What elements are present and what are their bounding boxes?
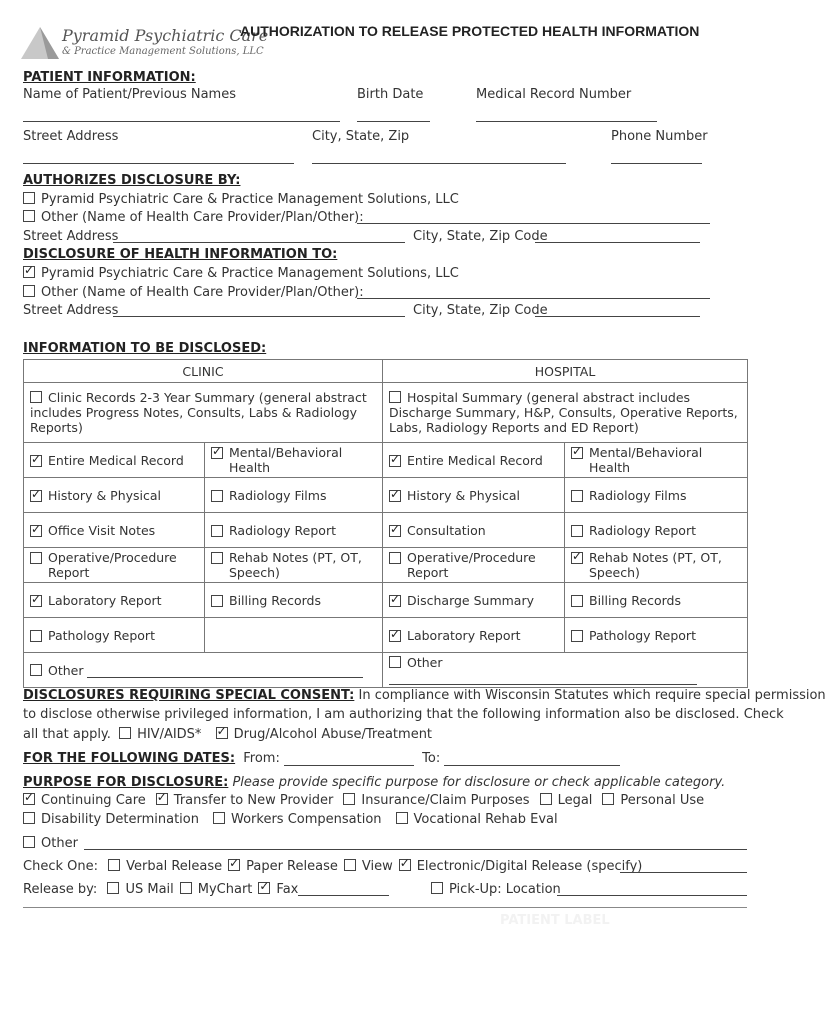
table-cell[interactable] — [383, 618, 565, 653]
checkbox[interactable] — [571, 525, 583, 537]
special-consent-options — [23, 727, 432, 742]
option-label: History & Physical — [48, 487, 162, 503]
special-consent-heading: DISCLOSURES REQUIRING SPECIAL CONSENT: — [23, 688, 355, 703]
check-one-row — [23, 859, 642, 874]
disclose-to-city-field[interactable] — [535, 316, 700, 317]
release-by-option[interactable] — [107, 882, 173, 897]
info-option[interactable] — [211, 550, 376, 580]
option-label: Workers Compensation — [230, 812, 382, 827]
option-label: Radiology Report — [229, 522, 336, 538]
table-row — [24, 443, 748, 478]
option-label: Other (Name of Health Care Provider/Plan/Other): — [41, 285, 364, 300]
table-row — [24, 548, 748, 583]
checkbox[interactable] — [23, 210, 35, 222]
option-label: Pyramid Psychiatric Care & Practice Management Solutions, LLC — [41, 192, 459, 207]
checkbox[interactable] — [30, 595, 42, 607]
table-cell[interactable] — [24, 548, 205, 583]
mrn-label: Medical Record Number — [476, 87, 632, 102]
purpose-row-2 — [23, 812, 558, 827]
check-one-option[interactable] — [399, 859, 643, 874]
option-label: Entire Medical Record — [407, 452, 543, 468]
checkbox[interactable] — [396, 812, 408, 824]
checkbox[interactable] — [602, 793, 614, 805]
checkbox[interactable] — [211, 490, 223, 502]
option-label: Pick-Up: Location — [449, 882, 561, 897]
clinic-header: CLINIC — [24, 360, 383, 383]
checkbox[interactable] — [344, 859, 356, 871]
table-cell[interactable] — [383, 548, 565, 583]
table-cell[interactable] — [383, 478, 565, 513]
hospital-other-cell[interactable] — [383, 653, 748, 688]
purpose-option[interactable] — [23, 812, 199, 827]
disclose-to-heading: DISCLOSURE OF HEALTH INFORMATION TO: — [23, 247, 338, 262]
table-header-row — [24, 360, 748, 383]
option-label: Rehab Notes (PT, OT, Speech) — [229, 550, 362, 580]
table-cell[interactable] — [383, 513, 565, 548]
checkbox[interactable] — [540, 793, 552, 805]
table-cell[interactable] — [24, 513, 205, 548]
option-label: Mental/Behavioral Health — [589, 445, 703, 475]
checkbox[interactable] — [389, 525, 401, 537]
fax-field[interactable] — [298, 895, 389, 896]
auth-by-city-field[interactable] — [535, 242, 700, 243]
checkbox[interactable] — [30, 391, 42, 403]
option-label: Continuing Care — [41, 793, 146, 808]
checkbox[interactable] — [211, 447, 223, 459]
table-row — [24, 618, 748, 653]
hospital-summary-label: Hospital Summary (general abstract includes Discharge Summary, H&P, Consults, Operative Reports, Labs, Radiology Reports and ED Report) — [389, 390, 738, 435]
logo-subtitle: & Practice Management Solutions, LLC — [62, 46, 264, 57]
clinic-summary-label: Clinic Records 2-3 Year Summary (general abstract includes Progress Notes, Consults, Labs & Radiology Reports) — [30, 390, 367, 435]
summary-row — [24, 383, 748, 443]
info-option[interactable] — [389, 593, 558, 608]
table-row — [24, 583, 748, 618]
info-option[interactable] — [211, 593, 376, 608]
drug-option[interactable] — [216, 727, 432, 742]
dates-heading: FOR THE FOLLOWING DATES: — [23, 751, 236, 766]
option-label: Verbal Release — [126, 859, 223, 874]
checkbox[interactable] — [389, 552, 401, 564]
info-option[interactable] — [30, 550, 198, 580]
release-by-option[interactable] — [180, 882, 253, 897]
info-option[interactable] — [571, 488, 741, 503]
info-option[interactable] — [30, 523, 198, 538]
info-option[interactable] — [389, 550, 558, 580]
table-cell[interactable] — [205, 548, 383, 583]
option-label: View — [361, 859, 393, 874]
checkbox[interactable] — [30, 552, 42, 564]
pickup-option[interactable] — [431, 882, 561, 897]
option-label: Pathology Report — [589, 627, 696, 643]
checkbox[interactable] — [23, 285, 35, 297]
street-field[interactable] — [23, 163, 294, 164]
option-label: Radiology Films — [229, 487, 327, 503]
disclose-to-option-pyramid[interactable] — [23, 266, 459, 281]
release-by-row — [23, 882, 298, 897]
checkbox[interactable] — [23, 266, 35, 278]
option-label: MyChart — [197, 882, 253, 897]
option-label: Billing Records — [229, 592, 321, 608]
checkbox[interactable] — [23, 192, 35, 204]
check-one-option[interactable] — [228, 859, 338, 874]
divider — [23, 907, 747, 908]
option-label: Personal Use — [620, 793, 705, 808]
checkbox[interactable] — [389, 656, 401, 668]
option-label: Vocational Rehab Eval — [413, 812, 558, 827]
checkbox[interactable] — [431, 882, 443, 894]
hospital-header: HOSPITAL — [383, 360, 748, 383]
purpose-option[interactable] — [396, 812, 558, 827]
checkbox[interactable] — [389, 595, 401, 607]
table-row — [24, 513, 748, 548]
disclose-to-option-other[interactable] — [23, 285, 364, 300]
option-label: Mental/Behavioral Health — [229, 445, 343, 475]
table-cell[interactable] — [565, 618, 748, 653]
release-by-label: Release by: — [23, 882, 98, 897]
patient-label-area: PATIENT LABEL — [500, 913, 610, 928]
option-label: Operative/Procedure Report — [407, 550, 536, 580]
option-label: Billing Records — [589, 592, 681, 608]
disclose-to-city-label: City, State, Zip Code — [413, 303, 548, 318]
option-label: Legal — [557, 793, 593, 808]
option-label: Laboratory Report — [407, 627, 521, 643]
option-label: Paper Release — [246, 859, 338, 874]
street-label: Street Address — [23, 129, 119, 144]
disclose-to-street-field[interactable] — [113, 316, 405, 317]
to-label: To: — [422, 751, 441, 766]
purpose-option[interactable] — [213, 812, 382, 827]
option-label: Laboratory Report — [48, 592, 162, 608]
checkbox[interactable] — [571, 490, 583, 502]
option-label: Transfer to New Provider — [173, 793, 334, 808]
checkbox[interactable] — [258, 882, 270, 894]
table-row — [24, 478, 748, 513]
checkbox[interactable] — [23, 793, 35, 805]
option-label: Pyramid Psychiatric Care & Practice Management Solutions, LLC — [41, 266, 459, 281]
checkbox[interactable] — [156, 793, 168, 805]
info-option[interactable] — [211, 523, 376, 538]
table-cell[interactable] — [205, 443, 383, 478]
other-label: Other — [407, 655, 443, 670]
info-option[interactable] — [571, 593, 741, 608]
checkbox[interactable] — [571, 447, 583, 459]
checkbox[interactable] — [571, 630, 583, 642]
purpose-row-1 — [23, 793, 704, 808]
purpose-other-field[interactable] — [84, 849, 747, 850]
checkbox[interactable] — [213, 812, 225, 824]
auth-by-heading: AUTHORIZES DISCLOSURE BY: — [23, 173, 241, 188]
table-cell — [205, 618, 383, 653]
clinic-other-cell[interactable] — [24, 653, 383, 688]
other-row — [24, 653, 748, 688]
checkbox[interactable] — [399, 859, 411, 871]
checkbox[interactable] — [571, 595, 583, 607]
option-label: Insurance/Claim Purposes — [361, 793, 530, 808]
info-table — [23, 359, 748, 688]
check-one-label: Check One: — [23, 859, 98, 874]
info-option[interactable] — [389, 453, 558, 468]
checkbox[interactable] — [389, 630, 401, 642]
purpose-option[interactable] — [540, 793, 593, 808]
special-consent-text2: to disclose otherwise privileged information, I am authorizing that the following information also be disclosed. Check — [23, 707, 784, 722]
table-cell[interactable] — [205, 583, 383, 618]
checkbox[interactable] — [389, 391, 401, 403]
dates-row — [23, 751, 620, 766]
patient-name-field[interactable] — [23, 121, 340, 122]
option-label: Radiology Report — [589, 522, 696, 538]
option-label: Other — [41, 836, 78, 851]
info-option[interactable] — [30, 488, 198, 503]
checkbox[interactable] — [211, 595, 223, 607]
info-option[interactable] — [389, 523, 558, 538]
special-consent — [23, 688, 826, 703]
info-option[interactable] — [389, 488, 558, 503]
disclose-to-street-label: Street Address — [23, 303, 119, 318]
phone-label: Phone Number — [611, 129, 708, 144]
table-cell[interactable] — [565, 443, 748, 478]
info-option[interactable] — [571, 523, 741, 538]
table-cell[interactable] — [565, 513, 748, 548]
checkbox[interactable] — [216, 727, 228, 739]
purpose-option[interactable] — [156, 793, 334, 808]
disclose-to-other-field[interactable] — [357, 298, 710, 299]
city-field[interactable] — [312, 163, 566, 164]
checkbox[interactable] — [30, 630, 42, 642]
checkbox[interactable] — [228, 859, 240, 871]
checkbox[interactable] — [389, 490, 401, 502]
from-label: From: — [243, 751, 280, 766]
option-label: HIV/AIDS* — [137, 727, 202, 742]
info-option[interactable] — [211, 445, 376, 475]
birth-date-field[interactable] — [357, 121, 430, 122]
electronic-specify-field[interactable] — [620, 872, 747, 873]
birth-date-label: Birth Date — [357, 87, 424, 102]
info-option[interactable] — [30, 593, 198, 608]
checkbox[interactable] — [108, 859, 120, 871]
option-label: Fax — [276, 882, 299, 897]
hospital-other-field[interactable] — [389, 684, 697, 685]
purpose-other[interactable] — [23, 836, 78, 851]
option-label: Office Visit Notes — [48, 522, 156, 538]
purpose-heading: PURPOSE FOR DISCLOSURE: — [23, 775, 229, 790]
city-label: City, State, Zip — [312, 129, 410, 144]
option-label: Other (Name of Health Care Provider/Plan/Other): — [41, 210, 364, 225]
table-cell[interactable] — [24, 443, 205, 478]
auth-by-street-field[interactable] — [113, 242, 405, 243]
option-label: Rehab Notes (PT, OT, Speech) — [589, 550, 722, 580]
option-label: Discharge Summary — [407, 592, 534, 608]
table-cell[interactable] — [24, 618, 205, 653]
option-label: Entire Medical Record — [48, 452, 184, 468]
info-option[interactable] — [211, 488, 376, 503]
checkbox[interactable] — [30, 525, 42, 537]
check-one-option[interactable] — [108, 859, 222, 874]
info-option[interactable] — [30, 453, 198, 468]
table-cell[interactable] — [24, 583, 205, 618]
purpose-option[interactable] — [602, 793, 704, 808]
option-label: Pathology Report — [48, 627, 155, 643]
logo-name: Pyramid Psychiatric Care — [62, 26, 269, 45]
checkbox[interactable] — [30, 664, 42, 676]
from-field[interactable] — [284, 765, 414, 766]
checkbox[interactable] — [343, 793, 355, 805]
checkbox[interactable] — [211, 552, 223, 564]
clinic-other-field[interactable] — [87, 677, 363, 678]
checkbox[interactable] — [119, 727, 131, 739]
checkbox[interactable] — [30, 490, 42, 502]
option-label: Electronic/Digital Release (specify) — [416, 859, 643, 874]
purpose-option[interactable] — [343, 793, 529, 808]
checkbox[interactable] — [571, 552, 583, 564]
table-cell[interactable] — [565, 583, 748, 618]
pyramid-logo-icon — [20, 26, 60, 60]
info-option[interactable] — [389, 628, 558, 643]
checkbox[interactable] — [23, 836, 35, 848]
hospital-summary-cell[interactable] — [383, 383, 748, 443]
option-label: Drug/Alcohol Abuse/Treatment — [233, 727, 433, 742]
checkbox[interactable] — [107, 882, 119, 894]
purpose-option[interactable] — [23, 793, 146, 808]
purpose-heading-row — [23, 775, 725, 790]
release-by-option[interactable] — [258, 882, 298, 897]
info-option[interactable] — [571, 628, 741, 643]
auth-by-option-pyramid[interactable] — [23, 192, 459, 207]
mrn-field[interactable] — [476, 121, 657, 122]
patient-heading: PATIENT INFORMATION: — [23, 70, 196, 85]
auth-by-street-label: Street Address — [23, 229, 119, 244]
table-cell[interactable] — [565, 548, 748, 583]
option-label: History & Physical — [407, 487, 521, 503]
info-heading: INFORMATION TO BE DISCLOSED: — [23, 341, 267, 356]
option-label: Operative/Procedure Report — [48, 550, 177, 580]
checkbox[interactable] — [211, 525, 223, 537]
check-one-option[interactable] — [344, 859, 393, 874]
checkbox[interactable] — [389, 455, 401, 467]
other-label: Other — [48, 662, 84, 678]
option-label: US Mail — [125, 882, 174, 897]
checkbox[interactable] — [180, 882, 192, 894]
table-cell[interactable] — [205, 478, 383, 513]
info-option[interactable] — [30, 628, 198, 643]
phone-field[interactable] — [611, 163, 702, 164]
page-title: AUTHORIZATION TO RELEASE PROTECTED HEALTH INFORMATION — [240, 23, 700, 39]
purpose-hint: Please provide specific purpose for disclosure or check applicable category. — [232, 775, 726, 790]
special-consent-text3: all that apply. — [23, 727, 111, 742]
auth-by-city-label: City, State, Zip Code — [413, 229, 548, 244]
hiv-option[interactable] — [119, 727, 201, 742]
patient-name-label: Name of Patient/Previous Names — [23, 87, 236, 102]
table-cell[interactable] — [205, 513, 383, 548]
clinic-summary-cell[interactable] — [24, 383, 383, 443]
info-option[interactable] — [571, 550, 741, 580]
auth-by-option-other[interactable] — [23, 210, 364, 225]
table-cell[interactable] — [24, 478, 205, 513]
info-option[interactable] — [571, 445, 741, 475]
checkbox[interactable] — [23, 812, 35, 824]
option-label: Radiology Films — [589, 487, 687, 503]
table-cell[interactable] — [383, 583, 565, 618]
special-consent-text1: In compliance with Wisconsin Statutes which require special permission — [358, 688, 826, 703]
to-field[interactable] — [444, 765, 620, 766]
table-cell[interactable] — [565, 478, 748, 513]
checkbox[interactable] — [30, 455, 42, 467]
table-cell[interactable] — [383, 443, 565, 478]
auth-by-other-field[interactable] — [357, 223, 710, 224]
pickup-field[interactable] — [557, 895, 747, 896]
option-label: Disability Determination — [41, 812, 199, 827]
option-label: Consultation — [407, 522, 486, 538]
